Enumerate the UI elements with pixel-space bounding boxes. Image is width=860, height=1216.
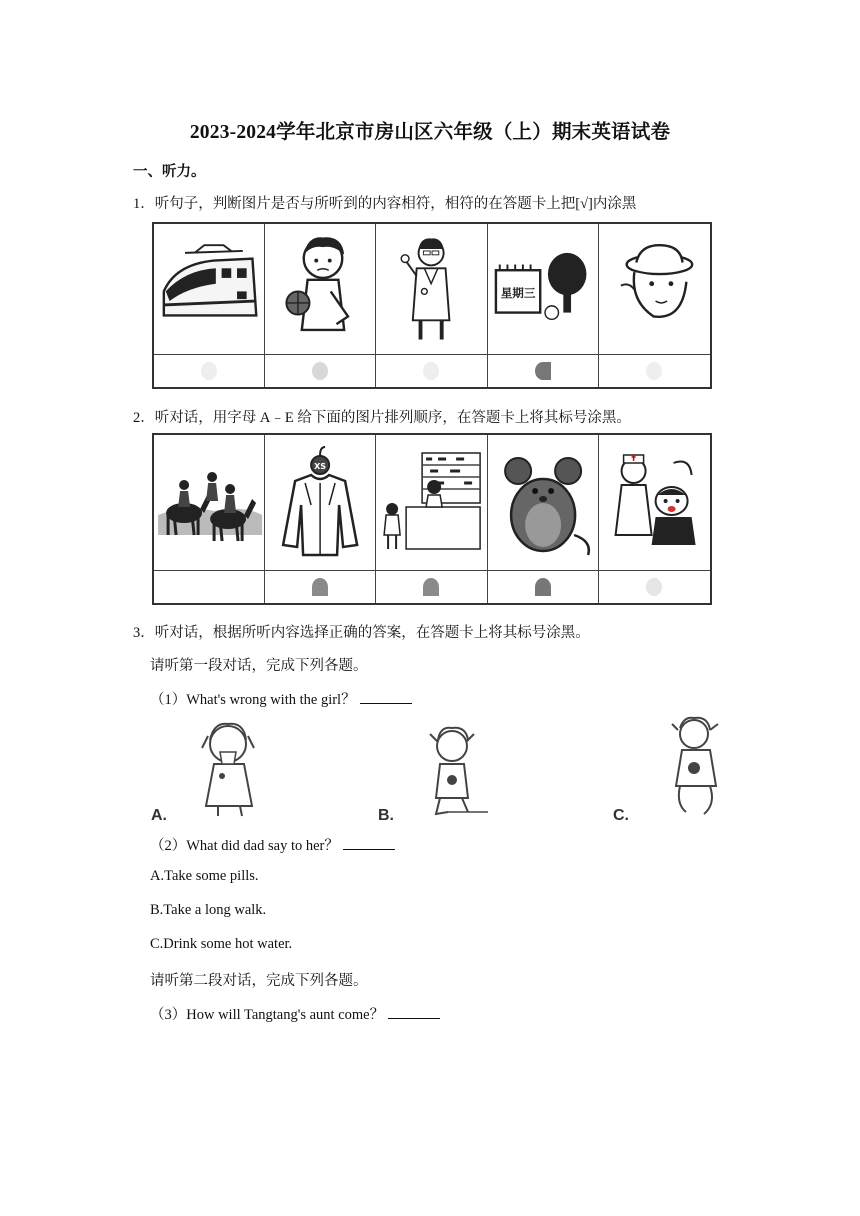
- option-b-label: B.: [378, 807, 394, 824]
- sub-question-3: [150, 1003, 440, 1024]
- answer-blank: [343, 835, 395, 850]
- answer-mark: [423, 362, 439, 380]
- answer-mark: [423, 578, 439, 596]
- answer-mark-cell: [488, 571, 599, 603]
- answer-mark-cell: [154, 571, 265, 603]
- answer-mark: [646, 578, 662, 596]
- doctor-patient-icon: [599, 435, 710, 570]
- answer-mark-cell: [376, 571, 487, 603]
- girl-hat-icon: [599, 224, 710, 354]
- sub-question-3-text: （3）How will Tangtang's aunt come？: [150, 1007, 385, 1023]
- answer-mark-cell: [376, 355, 487, 387]
- option-a-label: A.: [151, 807, 167, 824]
- picture-cell: [488, 224, 599, 355]
- dialog-1-intro: 请听第一段对话，完成下列各题。: [150, 658, 368, 674]
- sub-question-1-pictures: [148, 712, 728, 824]
- sub-question-2: [150, 834, 395, 855]
- sub-question-1-text: （1）What's wrong with the girl？: [150, 692, 356, 708]
- picture-cell: [376, 224, 487, 355]
- shirt-hanger-icon: [265, 435, 375, 570]
- answer-blank: [388, 1004, 440, 1019]
- picture-cell: [488, 435, 599, 571]
- option-b: B.Take a long walk.: [150, 902, 267, 918]
- answer-mark: [646, 362, 662, 380]
- calendar-pingpong-icon: [488, 224, 598, 354]
- question-1: 1．听句子，判断图片是否与所听到的内容相符，相符的在答题卡上把[√]内涂黑: [133, 196, 637, 212]
- answer-mark-cell: [599, 571, 710, 603]
- answer-mark-cell: [488, 355, 599, 387]
- answer-mark: [201, 362, 217, 380]
- horse-riders-icon: [154, 435, 264, 570]
- answer-mark-cell: [265, 571, 376, 603]
- doctor-icon: [376, 224, 486, 354]
- girl-stomachache-icon: [672, 718, 718, 814]
- shop-counter-icon: [376, 435, 486, 570]
- picture-cell: [376, 435, 487, 571]
- dialog-2-intro: 请听第二段对话，完成下列各题。: [150, 973, 368, 989]
- boy-basketball-icon: [265, 224, 375, 354]
- question-2-pictures: [152, 433, 712, 605]
- girl-sneezing-icon: [202, 724, 254, 816]
- answer-mark-cell: [154, 355, 265, 387]
- answer-mark: [535, 362, 551, 380]
- answer-mark-cell: [599, 355, 710, 387]
- picture-cell: [599, 224, 710, 355]
- train-icon: [154, 224, 264, 354]
- page-title: 2023-2024学年北京市房山区六年级（上）期末英语试卷: [189, 122, 671, 143]
- girl-headache-icon: [430, 728, 488, 814]
- calendar-label: 星期三: [500, 286, 535, 301]
- answer-mark: [312, 362, 328, 380]
- mouse-icon: [488, 435, 598, 570]
- picture-cell: [265, 435, 376, 571]
- option-c-label: C.: [613, 807, 629, 824]
- question-3: 3．听对话，根据所听内容选择正确的答案，在答题卡上将其标号涂黑。: [133, 625, 590, 641]
- picture-cell: [265, 224, 376, 355]
- answer-mark-cell: [265, 355, 376, 387]
- section-listening: 一、听力。: [133, 164, 206, 180]
- question-2: 2．听对话，用字母 A﹣E 给下面的图片排列顺序，在答题卡上将其标号涂黑。: [133, 410, 631, 426]
- picture-cell: [154, 224, 265, 355]
- sub-question-2-text: （2）What did dad say to her？: [150, 838, 339, 854]
- answer-mark: [312, 578, 328, 596]
- picture-cell: [599, 435, 710, 571]
- picture-cell: [154, 435, 265, 571]
- answer-blank: [360, 689, 412, 704]
- option-c: C.Drink some hot water.: [150, 936, 293, 952]
- sub-question-1: [150, 688, 412, 709]
- answer-mark: [535, 578, 551, 596]
- size-tag: XS: [314, 462, 327, 471]
- option-a: A.Take some pills.: [150, 868, 259, 884]
- question-1-pictures: [152, 222, 712, 389]
